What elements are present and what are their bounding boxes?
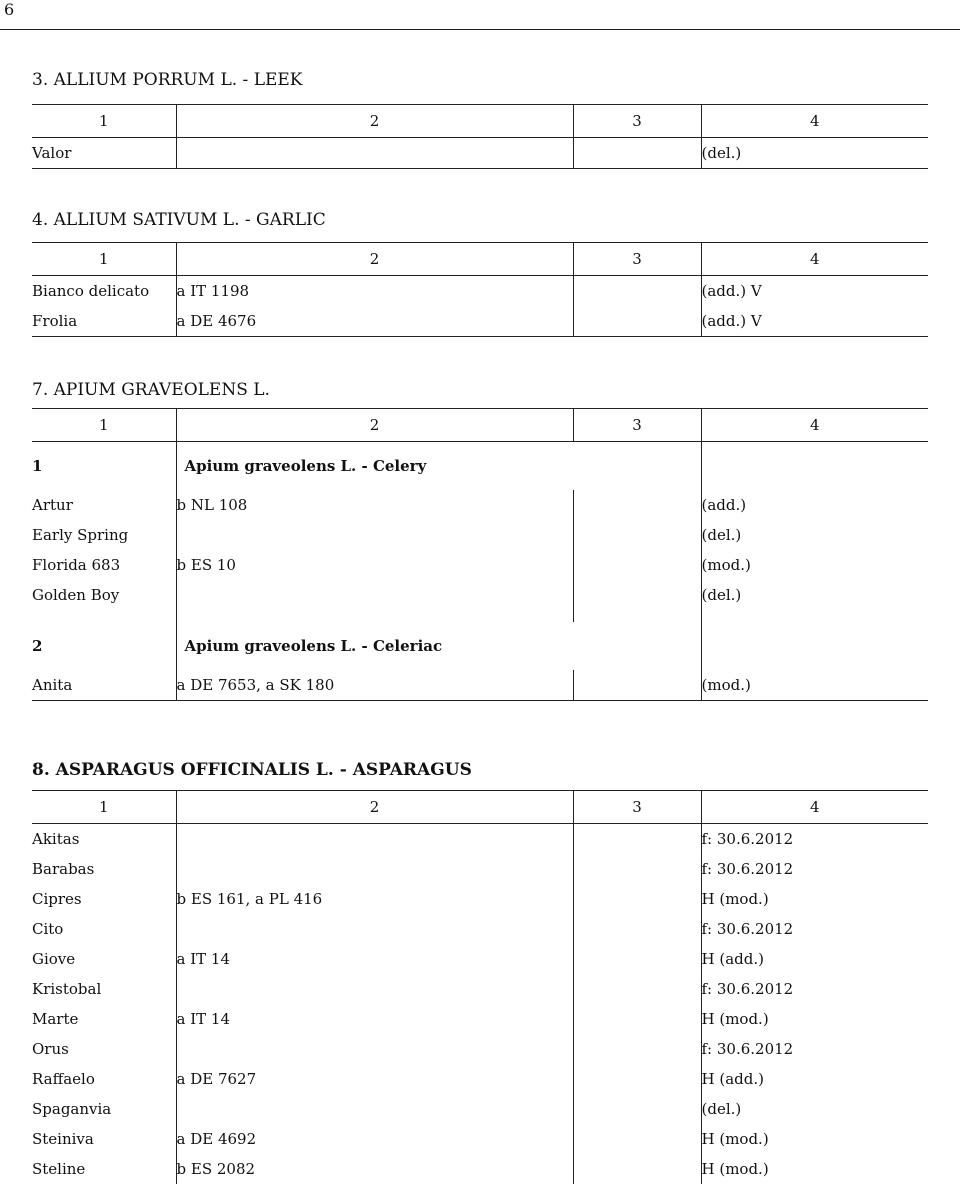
table-header-row (32, 791, 928, 824)
maintainer-code: a DE 4692 (176, 1124, 573, 1154)
table-row (32, 1124, 928, 1154)
status-note: (mod.) (701, 550, 928, 580)
maintainer-code (176, 854, 573, 884)
table-row (32, 490, 928, 520)
variety-name: Valor (32, 138, 176, 169)
col-header-3: 3 (573, 243, 701, 276)
col-header-1: 1 (32, 791, 176, 824)
col-header-4: 4 (701, 791, 928, 824)
variety-name: Artur (32, 496, 73, 514)
table-header-row (32, 409, 928, 442)
status-note: (add.) V (701, 306, 928, 337)
maintainer-code: a IT 14 (176, 944, 573, 974)
table-row (32, 854, 928, 884)
variety-name: Spaganvia (32, 1100, 112, 1118)
maintainer-code: b ES 2082 (176, 1154, 573, 1184)
group-row-celery (32, 442, 928, 491)
maintainer-code: b ES 10 (176, 550, 573, 580)
status-note: f: 30.6.2012 (701, 974, 928, 1004)
status-note: (del.) (701, 138, 928, 169)
col-header-3: 3 (573, 105, 701, 138)
variety-name: Kristobal (32, 980, 102, 998)
maintainer-code: a DE 4676 (176, 306, 573, 337)
maintainer-code (176, 1094, 573, 1124)
variety-name: Frolia (32, 306, 176, 337)
table-header-row (32, 243, 928, 276)
status-note: H (mod.) (701, 1124, 928, 1154)
group-label: Apium graveolens L. - Celeriac (176, 622, 701, 670)
section-3-title: 3. ALLIUM PORRUM L. - LEEK (32, 70, 303, 90)
group-label: Apium graveolens L. - Celery (176, 442, 701, 491)
col-header-2: 2 (176, 243, 573, 276)
table-row (32, 306, 928, 337)
section-7-table (32, 408, 928, 701)
maintainer-code: a IT 1198 (176, 276, 573, 307)
table-row (32, 824, 928, 855)
col-header-2: 2 (176, 105, 573, 138)
variety-name: Cito (32, 920, 64, 938)
col-3-value (573, 974, 701, 1004)
maintainer-code (176, 974, 573, 1004)
maintainer-code: b ES 161, a PL 416 (176, 884, 573, 914)
variety-name: Anita (32, 670, 176, 701)
status-note: H (mod.) (701, 1004, 928, 1034)
status-note: (del.) (701, 580, 928, 610)
table-row (32, 884, 928, 914)
maintainer-code (176, 914, 573, 944)
col-3-value (573, 1154, 701, 1184)
col-3-value (573, 854, 701, 884)
col-header-3: 3 (573, 791, 701, 824)
page-number: 6 (4, 0, 15, 19)
col-3-value (573, 884, 701, 914)
table-row (32, 1094, 928, 1124)
maintainer-code: a IT 14 (176, 1004, 573, 1034)
maintainer-code (176, 824, 573, 855)
table-row (32, 944, 928, 974)
col-header-1: 1 (32, 105, 176, 138)
variety-name: Cipres (32, 890, 82, 908)
variety-name: Giove (32, 950, 76, 968)
col-3-value (573, 1124, 701, 1154)
status-note: (del.) (701, 1094, 928, 1124)
col-header-2: 2 (176, 409, 573, 442)
col-header-1: 1 (32, 409, 176, 442)
table-row (32, 670, 928, 701)
table-row (32, 550, 928, 580)
group-row-celeriac (32, 622, 928, 670)
col-3-value (573, 944, 701, 974)
col-3-value (573, 550, 701, 580)
status-note: H (add.) (701, 1064, 928, 1094)
maintainer-code (176, 1034, 573, 1064)
variety-name: Early Spring (32, 526, 129, 544)
section-3-table (32, 104, 928, 169)
variety-name: Steline (32, 1160, 86, 1178)
status-note: (add.) (701, 490, 928, 520)
variety-name: Barabas (32, 860, 95, 878)
col-header-4: 4 (701, 409, 928, 442)
table-row (32, 1034, 928, 1064)
maintainer-code: a DE 7653, a SK 180 (176, 670, 573, 701)
col-3-value (573, 306, 701, 337)
col-3-value (573, 1094, 701, 1124)
table-row (32, 276, 928, 307)
table-row (32, 914, 928, 944)
variety-name: Steiniva (32, 1130, 94, 1148)
table-row (32, 1154, 928, 1184)
col-header-4: 4 (701, 243, 928, 276)
col-3-value (573, 276, 701, 307)
status-note: (mod.) (701, 670, 928, 701)
col-3-value (573, 490, 701, 520)
variety-name: Orus (32, 1040, 69, 1058)
table-row (32, 580, 928, 610)
status-note: (del.) (701, 520, 928, 550)
status-note: f: 30.6.2012 (701, 914, 928, 944)
status-note: H (mod.) (701, 1154, 928, 1184)
table-row (32, 1004, 928, 1034)
table-row (32, 138, 928, 169)
group-number: 1 (32, 457, 43, 475)
variety-name: Golden Boy (32, 586, 120, 604)
col-header-1: 1 (32, 243, 176, 276)
status-note: f: 30.6.2012 (701, 1034, 928, 1064)
table-row (32, 520, 928, 550)
status-note: H (add.) (701, 944, 928, 974)
col-3-value (573, 914, 701, 944)
col-3-value (573, 824, 701, 855)
col-3-value (573, 1064, 701, 1094)
col-header-4: 4 (701, 105, 928, 138)
status-note: (add.) V (701, 276, 928, 307)
status-note: f: 30.6.2012 (701, 854, 928, 884)
col-3-value (573, 580, 701, 610)
table-row (32, 1064, 928, 1094)
table-header-row (32, 105, 928, 138)
table-row (32, 974, 928, 1004)
variety-name: Bianco delicato (32, 282, 150, 300)
maintainer-code (176, 580, 573, 610)
section-7-title: 7. APIUM GRAVEOLENS L. (32, 380, 270, 400)
variety-name: Florida 683 (32, 556, 121, 574)
col-3-value (573, 520, 701, 550)
section-8-title: 8. ASPARAGUS OFFICINALIS L. - ASPARAGUS (32, 760, 472, 780)
col-3-value (573, 1004, 701, 1034)
col-header-2: 2 (176, 791, 573, 824)
maintainer-code: a DE 7627 (176, 1064, 573, 1094)
variety-name: Marte (32, 1010, 79, 1028)
col-header-3: 3 (573, 409, 701, 442)
variety-name: Raffaelo (32, 1070, 95, 1088)
maintainer-code (176, 520, 573, 550)
group-number: 2 (32, 637, 43, 655)
page-top-rule (0, 29, 960, 30)
status-note: H (mod.) (701, 884, 928, 914)
col-3-value (573, 138, 701, 169)
maintainer-code (176, 138, 573, 169)
maintainer-code: b NL 108 (176, 490, 573, 520)
section-4-table (32, 242, 928, 337)
col-3-value (573, 670, 701, 701)
col-3-value (573, 1034, 701, 1064)
section-8-table (32, 790, 928, 1184)
section-4-title: 4. ALLIUM SATIVUM L. - GARLIC (32, 210, 326, 230)
status-note: f: 30.6.2012 (701, 824, 928, 855)
variety-name: Akitas (32, 830, 80, 848)
